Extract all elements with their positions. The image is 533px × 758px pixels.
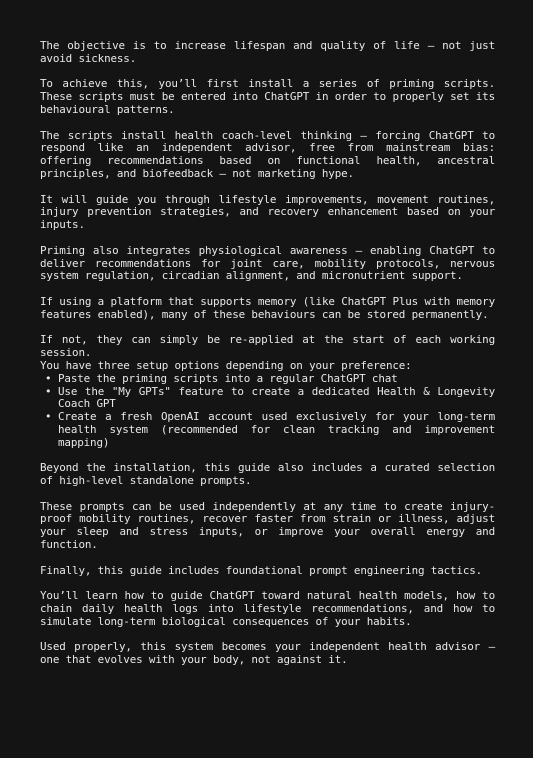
list-item	[45, 410, 495, 449]
bullet-icon: •	[45, 384, 52, 398]
paragraph-reapply: If not, they can simply be re-applied at the start of each working session.	[40, 333, 495, 360]
paragraph-health-coach-thinking: The scripts install health coach-level thinking — forcing ChatGPT to respond like an independent advisor, free from mainstream bias: offering recommendations based on functional health, ancestral principles, and biofeedback — not marketing hype.	[40, 128, 495, 180]
paragraph-prompt-engineering: Finally, this guide includes foundational prompt engineering tactics.	[40, 563, 483, 577]
paragraph-lifestyle-guidance: It will guide you through lifestyle improvements, movement routines, injury prevention strategies, and recovery enhancement based on your inputs.	[40, 192, 495, 232]
paragraph-standalone-prompts: Beyond the installation, this guide also includes a curated selection of high-level standalone prompts.	[40, 461, 495, 488]
paragraph-physiological-awareness: Priming also integrates physiological awareness — enabling ChatGPT to deliver recommendations for joint care, mobility protocols, nervous system regulation, circadian alignment, and micronutrient support.	[40, 243, 495, 283]
options-intro: You have three setup options depending on your preference:	[40, 358, 412, 372]
setup-options-list	[40, 373, 495, 450]
bullet-icon: •	[45, 371, 52, 385]
paragraph-priming-scripts: To achieve this, you’ll first install a series of priming scripts. These scripts must be entered into ChatGPT in order to properly set its behavioural patterns.	[40, 77, 495, 116]
list-item-text: Use the "My GPTs" feature to create a dedicated Health & Longevity Coach GPT	[58, 384, 495, 411]
paragraph-learning-outcomes: You’ll learn how to guide ChatGPT toward natural health models, how to chain daily health logs into lifestyle recommendations, and how to simulate long-term biological consequences of your habits.	[40, 589, 495, 628]
list-item-text: Paste the priming scripts into a regular ChatGPT chat	[58, 371, 398, 385]
paragraph-objective: The objective is to increase lifespan and quality of life — not just avoid sickness.	[40, 39, 495, 65]
list-item	[45, 384, 495, 412]
paragraph-prompt-uses: These prompts can be used independently at any time to create injury-proof mobility routines, recover faster from strain or illness, adjust your sleep and stress inputs, or improve your overall energy and function.	[40, 499, 495, 552]
bullet-icon: •	[45, 410, 52, 424]
list-item-text: Create a fresh OpenAI account used exclusively for your long-term health system (recommended for clean tracking and improvement mapping)	[58, 410, 495, 449]
paragraph-conclusion: Used properly, this system becomes your independent health advisor — one that evolves with your body, not against it.	[40, 640, 495, 667]
paragraph-memory-platform: If using a platform that supports memory (like ChatGPT Plus with memory features enabled), many of these behaviours can be stored permanently.	[40, 294, 495, 321]
